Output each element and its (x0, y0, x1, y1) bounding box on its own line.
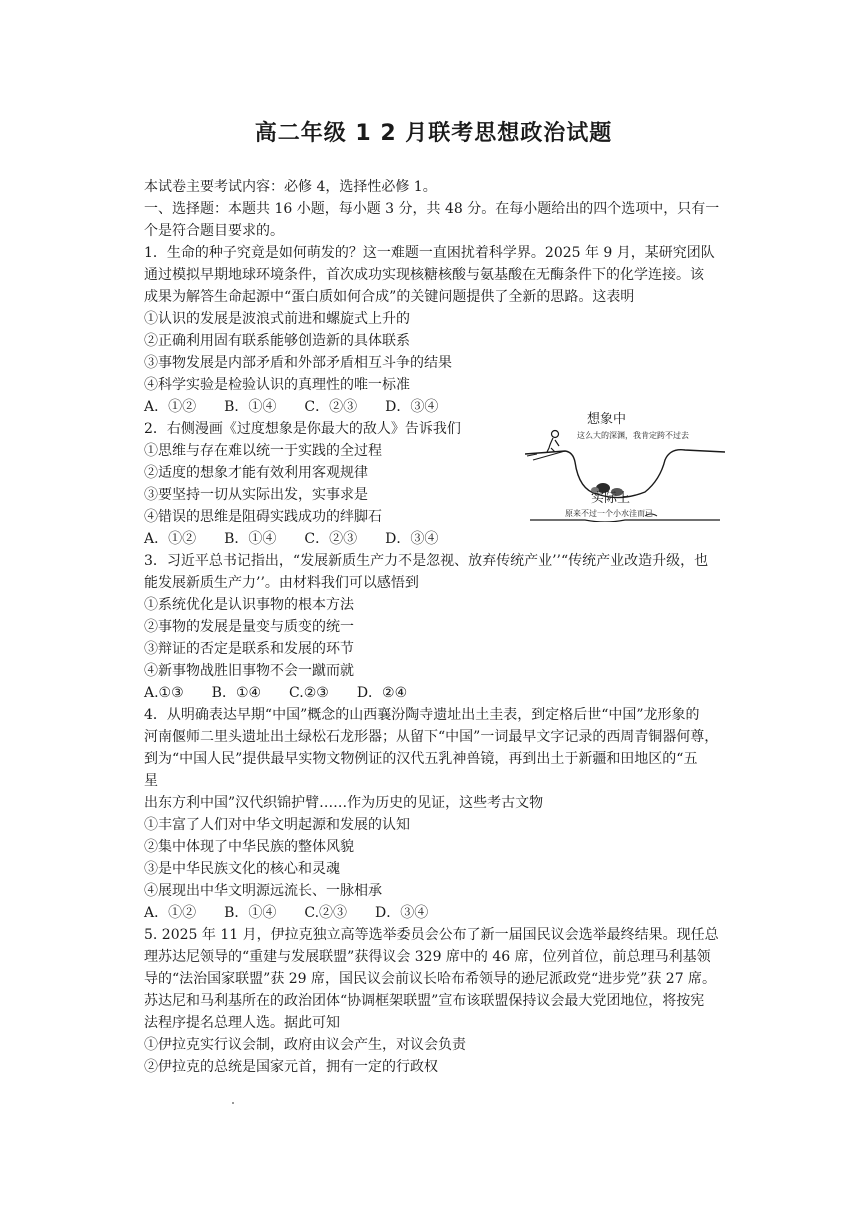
person-figure (547, 431, 559, 453)
question-2-item: ③要坚持一切从实际出发，实事求是 (144, 487, 368, 503)
cartoon-top-label: 想象中 (587, 412, 627, 427)
question-4-stem: 河南偃师二里头遗址出土绿松石龙形器；从留下“中国”一词最早文字记录的西周青铜器何尊， (144, 729, 719, 745)
question-3-item: ②事物的发展是量变与质变的统一 (144, 619, 354, 635)
question-4-stem: 4．从明确表达早期“中国”概念的山西襄汾陶寺遗址出土圭表，到定格后世“中国”龙形象的 (144, 707, 700, 723)
question-4-item: ②集中体现了中华民族的整体风貌 (144, 839, 354, 855)
page-title: 高二年级 1 2 月联考思想政治试题 (254, 121, 613, 146)
question-2-item: ①思维与存在难以统一于实践的全过程 (144, 443, 382, 459)
question-5-item: ①伊拉克实行议会制，政府由议会产生，对议会负责 (144, 1037, 466, 1053)
section-instructions-cont: 个是符合题目要求的。 (144, 223, 284, 239)
question-5-item: ②伊拉克的总统是国家元首，拥有一定的行政权 (144, 1059, 438, 1075)
question-4-stem: 到为“中国人民”提供最早实物文物例证的汉代五乳神兽镜，再到出土于新疆和田地区的“五 (144, 751, 698, 767)
question-4-options: A．①② B．①④ C.②③ D．③④ (144, 905, 429, 921)
section-instructions: 一、选择题：本题共 16 小题，每小题 3 分，共 48 分。在每小题给出的四个选项中，只有一 (144, 201, 720, 217)
cartoon-top-caption: 这么大的深渊，我肯定跨不过去 (577, 431, 689, 440)
question-1-options: A．①② B．①④ C．②③ D．③④ (144, 399, 439, 415)
question-4-item: ③是中华民族文化的核心和灵魂 (144, 861, 340, 877)
question-2-options: A．①② B．①④ C．②③ D．③④ (144, 531, 439, 547)
question-1-stem: 1．生命的种子究竟是如何萌发的？这一难题一直困扰着科学界。2025 年 9 月，某研究团队 (144, 245, 715, 261)
question-5-stem: 苏达尼和马利基所在的政治团体“协调框架联盟”宣布该联盟保持议会最大党团地位，将按宪 (144, 993, 705, 1009)
question-5-stem: 导的“法治国家联盟”获 29 席，国民议会前议长哈布希领导的逊尼派政党“进步党”获 27 席。 (144, 971, 717, 987)
question-2-stem: 2．右侧漫画《过度想象是你最大的敌人》告诉我们 (144, 421, 461, 437)
question-1-item: ④科学实验是检验认识的真理性的唯一标准 (144, 377, 410, 393)
question-3-item: ③辩证的否定是联系和发展的环节 (144, 641, 354, 657)
question-1-stem: 成果为解答生命起源中“蛋白质如何合成”的关键问题提供了全新的思路。这表明 (144, 289, 635, 305)
question-4-stem: 出东方利中国”汉代织锦护臂……作为历史的见证，这些考古文物 (144, 795, 544, 811)
cartoon-bottom-label: 实际上 (591, 491, 631, 506)
question-2-item: ②适度的想象才能有效利用客观规律 (144, 465, 368, 481)
cartoon-bottom-caption: 原来不过一个小水洼而已 (565, 509, 653, 518)
puddle-line (530, 520, 720, 522)
question-4-item: ④展现出中华文明源远流长、一脉相承 (144, 883, 382, 899)
question-3-item: ①系统优化是认识事物的根本方法 (144, 597, 354, 613)
question-3-stem: 能发展新质生产力’’。由材料我们可以感悟到 (144, 575, 419, 591)
question-1-item: ②正确利用固有联系能够创造新的具体联系 (144, 333, 410, 349)
question-5-stem: 法程序提名总理人选。据此可知 (144, 1015, 340, 1031)
question-5-stem: 5. 2025 年 11 月，伊拉克独立高等选举委员会公布了新一届国民议会选举最终结果。现任总 (144, 927, 719, 943)
exam-scope: 本试卷主要考试内容：必修 4，选择性必修 1。 (144, 179, 437, 195)
question-4-stem: 星 (144, 773, 158, 789)
question-3-options: A.①③ B．①④ C.②③ D．②④ (144, 685, 408, 701)
question-1-item: ③事物发展是内部矛盾和外部矛盾相互斗争的结果 (144, 355, 452, 371)
question-3-stem: 3．习近平总书记指出，“发展新质生产力不是忽视、放弃传统产业’’“传统产业改造升级，也 (144, 553, 709, 569)
question-5-stem: 理苏达尼领导的“重建与发展联盟”获得议会 329 席中的 46 席，位列首位，前总理马利基领 (144, 949, 711, 965)
question-1-stem: 通过模拟早期地球环境条件，首次成功实现核糖核酸与氨基酸在无酶条件下的化学连接。该 (144, 267, 704, 283)
question-3-item: ④新事物战胜旧事物不会一蹴而就 (144, 663, 354, 679)
stray-mark (232, 1102, 234, 1104)
question-4-item: ①丰富了人们对中华文明起源和发展的认知 (144, 817, 410, 833)
cartoon-illustration (525, 410, 725, 522)
question-2-item: ④错误的思维是阻碍实践成功的绊脚石 (144, 509, 382, 525)
question-1-item: ①认识的发展是波浪式前进和螺旋式上升的 (144, 311, 410, 327)
